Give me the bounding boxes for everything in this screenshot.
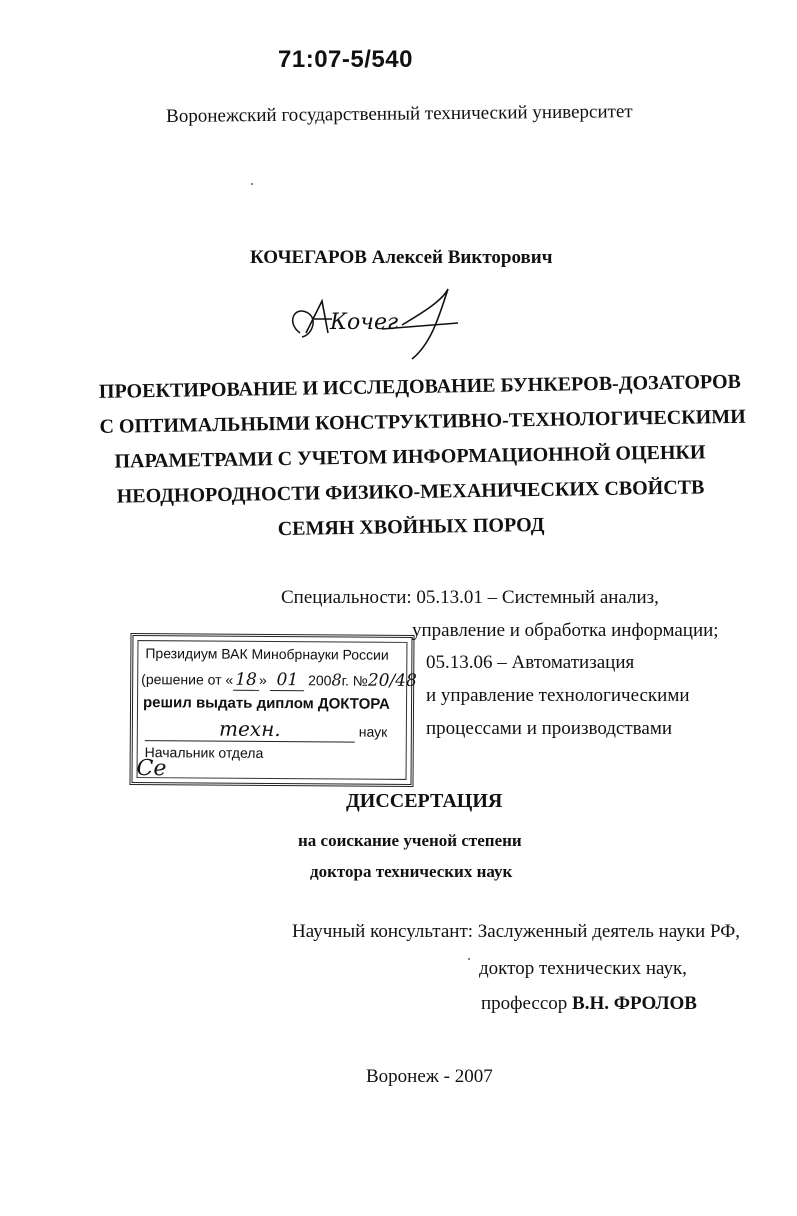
university-name: Воронежский государственный технический университет xyxy=(166,101,633,127)
vak-stamp xyxy=(129,633,417,787)
stamp-year: 8 xyxy=(331,670,342,690)
specialty-line: управление и обработка информации; xyxy=(412,620,719,641)
degree-line-2: доктора технических наук xyxy=(310,862,513,881)
degree-line-1: на соискание ученой степени xyxy=(298,831,522,850)
specialty-line: Специальности: 05.13.01 – Системный анализ, xyxy=(281,587,659,608)
stamp-number: 20/48 xyxy=(367,670,417,692)
stamp-text: (решение от « xyxy=(141,671,234,688)
stamp-line-4 xyxy=(145,716,388,743)
stamp-field: техн. xyxy=(145,716,355,742)
stamp-day: 18 xyxy=(233,670,259,691)
title-line: С ОПТИМАЛЬНЫМИ КОНСТРУКТИВНО-ТЕХНОЛОГИЧЕСКИМИ xyxy=(99,405,746,438)
title-line: НЕОДНОРОДНОСТИ ФИЗИКО-МЕХАНИЧЕСКИХ СВОЙСТВ xyxy=(116,476,705,508)
specialty-line: и управление технологическими xyxy=(426,685,690,706)
author-signature xyxy=(282,283,462,368)
specialty-line: 05.13.06 – Автоматизация xyxy=(426,652,635,673)
stamp-text: 200 xyxy=(308,672,332,689)
stamp-text: наук xyxy=(358,723,388,740)
stamp-line-3: решил выдать диплом ДОКТОРА xyxy=(142,694,390,713)
consultant-name: В.Н. ФРОЛОВ xyxy=(572,993,697,1014)
scan-speck xyxy=(251,183,253,185)
dissertation-title xyxy=(98,365,746,550)
author-name: КОЧЕГАРОВ Алексей Викторович xyxy=(250,247,553,268)
consultant-line: доктор технических наук, xyxy=(479,958,687,979)
stamp-text: г. № xyxy=(341,672,368,689)
signature-text: Кочег xyxy=(330,310,399,335)
stamp-signature: Се xyxy=(136,756,167,782)
stamp-line-2 xyxy=(141,669,417,691)
consultant-title: профессор xyxy=(481,993,568,1014)
stamp-line-5: Начальник отдела xyxy=(144,744,264,761)
city-year: Воронеж - 2007 xyxy=(366,1066,493,1087)
stamp-text: » xyxy=(258,671,267,688)
title-line: ПРОЕКТИРОВАНИЕ И ИССЛЕДОВАНИЕ БУНКЕРОВ-ДОЗАТОРОВ xyxy=(98,370,742,403)
title-line: СЕМЯН ХВОЙНЫХ ПОРОД xyxy=(277,513,545,541)
scan-speck xyxy=(468,958,470,960)
signature-drawing xyxy=(282,283,462,363)
consultant-line: Научный консультант: Заслуженный деятель науки РФ, xyxy=(292,921,740,942)
consultant-name-line xyxy=(481,993,697,1015)
stamp-line-1: Президиум ВАК Минобрнауки России xyxy=(145,645,389,663)
specialty-line: процессами и производствами xyxy=(426,718,673,739)
title-line: ПАРАМЕТРАМИ С УЧЕТОМ ИНФОРМАЦИОННОЙ ОЦЕНКИ xyxy=(114,441,706,473)
dissertation-label: ДИССЕРТАЦИЯ xyxy=(346,790,503,812)
document-code: 71:07-5/540 xyxy=(278,46,413,73)
stamp-month: 01 xyxy=(271,670,305,691)
